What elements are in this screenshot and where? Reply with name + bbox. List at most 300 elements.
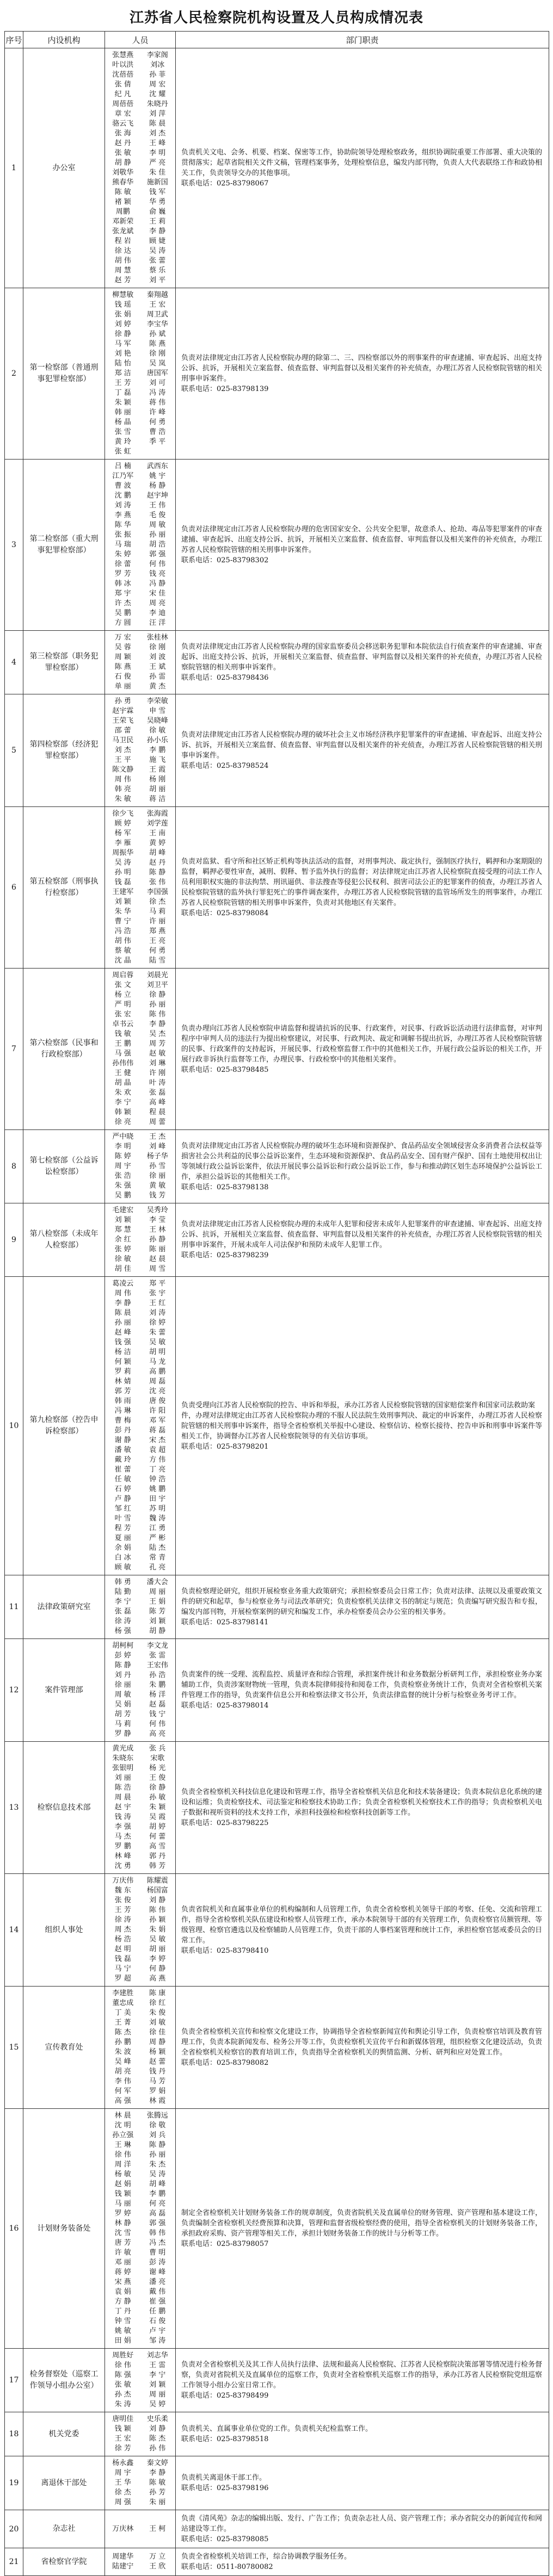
person-name: 徐 丽: [114, 1681, 131, 1689]
duty-text: 负责对法律规定由江苏省人民检察院办理的危害国家安全、公共安全犯罪，故意杀人、抢劫、毒品等犯罪案件的审查逮捕、审查起诉、出庭支持公诉、抗诉，开展相关立案监督、侦查监督、审判监督以及相关案件的补充侦查，办理江苏省人民检察院管辖的相关刑事申诉案件。: [181, 525, 543, 554]
person-name: 孙 雷: [149, 673, 166, 681]
person-name: 罗 鹏: [114, 1842, 131, 1851]
person-name: 吴 岚: [149, 359, 166, 368]
person-name: 王 华: [114, 2479, 131, 2487]
person-name: 徐 婷: [149, 1319, 166, 1327]
row-number: 9: [5, 1203, 23, 1277]
duty-text: 负责机关、直属事业单位党的工作。负责机关纪检监察工作。: [181, 2425, 373, 2433]
person-name: 陈 静: [114, 1661, 131, 1669]
people-cell: [105, 1639, 176, 1742]
person-name: 刘冰: [150, 61, 165, 69]
person-name: 周 亮: [149, 599, 166, 607]
person-name: 李 伟: [114, 2077, 131, 2085]
person-name: 张 宏: [114, 1010, 131, 1019]
row-number: 10: [5, 1277, 23, 1575]
person-name: 邵 蕾: [114, 727, 131, 735]
org-name: 第四检察部（经济犯罪检察部）: [23, 694, 105, 807]
table-row: [5, 1987, 549, 2109]
person-name: 田 宇: [149, 1495, 166, 1503]
person-name: 张 俊: [114, 1896, 131, 1904]
person-name: 程 岩: [114, 237, 131, 245]
table-row: [5, 807, 549, 969]
person-name: 王 林: [149, 1226, 166, 1234]
people-list: [106, 2552, 174, 2572]
person-name: 朱晓丹: [146, 100, 168, 108]
person-name: 郭 丹: [149, 1852, 166, 1860]
person-name: 吴 霞: [149, 1813, 166, 1821]
contact-phone: 联系电话：0511-80780082: [181, 2563, 273, 2571]
duty-text: 负责检察理论研究，组织开展检察业务重大政策研究；承担检察委员会日常工作；负责对法律、法规以及重要政策文件的研究和起草，参与检察业务与司法改革研究；负责检察机关法律文书的制定与规范；负责编写研究报告和专报，编发内部刊物，开展检察案例的研究和编发工作，承办检察委员会办公室的相关事务。: [181, 1587, 543, 1616]
person-name: 孙 鹏: [114, 2038, 131, 2046]
table-row: [5, 2109, 549, 2349]
people-cell: [105, 2510, 176, 2548]
person-name: 赵 丹: [114, 139, 131, 147]
person-name: 程 芳: [114, 1524, 131, 1532]
person-name: 胡 明: [149, 1348, 166, 1356]
person-name: 马 龙: [149, 1358, 166, 1366]
person-name: 钱 磊: [114, 1955, 131, 1963]
person-name: 曹 梅: [114, 1417, 131, 1425]
person-name: 周 蕾: [149, 1118, 166, 1126]
person-name: 李 强: [114, 1823, 131, 1831]
people-list: [106, 1132, 174, 1201]
people-cell: [105, 1575, 176, 1639]
duty-text: 负责受理向江苏省人民检察院的控告、申诉和举报，承办江苏省人民检察院管辖的国家赔偿案件和国家司法救助案件，办理对法律规定由江苏省人民检察院办理的不服人民法院生效刑事判决、裁定的申诉案件，办理江苏省人民检察院管辖的相关刑事申诉案件，指导全省检察机关举报中心建设、检察信访、检察长接待、控告申诉和刑事申诉案件等相关工作，协调督办江苏省人民检察院领导的有关信访事项。: [181, 1401, 543, 1441]
person-name: 刘 波: [149, 653, 166, 661]
person-name: 陈 晨: [149, 120, 166, 128]
person-name: 蒋 婷: [114, 2268, 131, 2276]
row-number: 11: [5, 1575, 23, 1639]
table-row: [5, 460, 549, 631]
person-name: 江 勇: [149, 1524, 166, 1532]
person-name: 徐 杰: [114, 2488, 131, 2497]
person-name: 徐 伟: [114, 2361, 131, 2369]
person-name: 唐国军: [146, 369, 168, 377]
person-name: 杨 刚: [149, 775, 166, 784]
people-cell: [105, 2548, 176, 2576]
person-name: 郭 强: [149, 2219, 166, 2227]
person-name: 严 明: [114, 1001, 131, 1009]
person-name: 朱 强: [114, 1182, 131, 1190]
person-name: 徐少飞: [112, 810, 134, 818]
duty-text: 负责案件的统一受理、流程监控、质量评查和综合管理，承担案件统计和业务数据分析研判工作，承担检察业务办案辅助工作，负责涉案财物统一管理，负责本院律师接待和阅卷工作，负责检察业务统计工作，负责对全省检察机关案件管理工作的指导，负责案件信息公开和检察法律文书公开，负责法律监督的统计分析与检察业务考评工作。: [181, 1671, 543, 1699]
org-name: 机关党委: [23, 2412, 105, 2456]
person-name: 陈 晨: [114, 1309, 131, 1317]
duty-cell: [176, 2109, 549, 2349]
person-name: 徐 丽: [149, 1172, 166, 1180]
person-name: 杨子华: [146, 1152, 168, 1160]
person-name: 马 莉: [149, 908, 166, 916]
person-name: 林 婧: [114, 1377, 131, 1386]
person-name: 胡柯柯: [112, 1642, 134, 1650]
person-name: 刘 平: [149, 276, 166, 284]
person-name: 蒋 磊: [149, 1426, 166, 1435]
person-name: 田 娟: [114, 2337, 131, 2345]
person-name: 李 宁: [114, 1098, 131, 1107]
person-name: 韩 芳: [149, 1862, 166, 1870]
row-number: 3: [5, 460, 23, 631]
person-name: 谢 峰: [149, 2268, 166, 2276]
people-cell: [105, 631, 176, 694]
row-number: 20: [5, 2510, 23, 2548]
duty-cell: [176, 631, 549, 694]
person-name: 曹 明: [149, 2249, 166, 2257]
person-name: 钱 军: [149, 188, 166, 196]
person-name: 罗 超: [114, 1975, 131, 1983]
person-name: 陈 康: [149, 1989, 166, 1997]
person-name: 秦翔越: [146, 291, 168, 299]
person-name: 罗 静: [114, 1730, 131, 1738]
person-name: 赵 峰: [114, 1329, 131, 1337]
table-row: [5, 631, 549, 694]
person-name: 王建军: [112, 888, 134, 896]
person-name: 陈 强: [114, 2371, 131, 2379]
page-title: 江苏省人民检察院机构设置及人员构成情况表: [129, 10, 423, 26]
person-name: 胡 亮: [114, 2068, 131, 2076]
org-name: 第七检察部（公益诉讼检察部）: [23, 1130, 105, 1203]
person-name: 刘 琳: [149, 1059, 166, 1067]
table-row: [5, 1203, 549, 1277]
person-name: 李 燕: [114, 511, 131, 519]
table-row: [5, 1874, 549, 1987]
person-name: 陈 浩: [114, 1784, 131, 1792]
org-name: 检察信息技术部: [23, 1742, 105, 1874]
person-name: 唐 芳: [114, 2239, 131, 2247]
person-name: 顾 婷: [114, 820, 131, 828]
person-name: 张 海: [114, 129, 131, 138]
person-name: 柳慧敏: [112, 291, 134, 299]
duty-cell: [176, 460, 549, 631]
person-name: 张 浩: [114, 1172, 131, 1180]
person-name: 吴晓峰: [146, 717, 168, 725]
person-name: 徐 刚: [149, 643, 166, 651]
person-name: 孙 颖: [149, 1916, 166, 1924]
people-list: [106, 462, 174, 628]
person-name: 何 静: [149, 1965, 166, 1973]
org-name: 第一检察部（普通刑事犯罪检察部）: [23, 288, 105, 460]
person-name: 武西东: [146, 462, 168, 470]
person-name: 周 慧: [114, 266, 131, 275]
person-name: 朱 佳: [149, 169, 166, 177]
person-name: 何 伟: [149, 560, 166, 568]
duty-cell: [176, 1277, 549, 1575]
person-name: 章 宏: [114, 110, 131, 118]
row-number: 13: [5, 1742, 23, 1874]
duty-text: 负责机关离退休干部工作。: [181, 2474, 267, 2482]
person-name: 王 芳: [114, 1906, 131, 1914]
person-name: 韩 亮: [114, 785, 131, 793]
table-row: [5, 1742, 549, 1874]
person-name: 袁 超: [149, 1446, 166, 1454]
person-name: 周 敏: [114, 1691, 131, 1699]
person-name: 朱 娟: [149, 1926, 166, 1934]
person-name: 徐 涛: [114, 1916, 131, 1924]
person-name: 孙 丽: [149, 531, 166, 539]
person-name: 马 莉: [114, 1720, 131, 1728]
people-list: [106, 1279, 174, 1573]
person-name: 吴 蓉: [114, 643, 131, 651]
person-name: 林 静: [114, 2219, 131, 2227]
table-row: [5, 288, 549, 460]
person-name: 赵 丹: [149, 859, 166, 867]
table-row: [5, 48, 549, 288]
person-name: 王 斌: [149, 663, 166, 671]
person-name: 周建华: [112, 2553, 134, 2561]
duty-cell: [176, 2510, 549, 2548]
person-name: 沈蓓蓓: [112, 71, 134, 79]
person-name: 孙 静: [149, 1236, 166, 1244]
person-name: 马 军: [114, 340, 131, 348]
person-name: 刘 杰: [114, 746, 131, 754]
person-name: 王 娟: [149, 1598, 166, 1606]
person-name: 孙 伟: [149, 2444, 166, 2453]
person-name: 赵宇坤: [146, 492, 168, 500]
person-name: 陈 敏: [149, 2479, 166, 2487]
person-name: 宋 佳: [149, 589, 166, 598]
person-name: 姚 敏: [114, 2327, 131, 2335]
duty-cell: [176, 1874, 549, 1987]
person-name: 戴 玲: [114, 1456, 131, 1464]
person-name: 王 俊: [149, 1774, 166, 1782]
person-name: 刘 颖: [114, 1216, 131, 1224]
person-name: 徐 敏: [114, 1255, 131, 1263]
person-name: 林 峰: [114, 1852, 131, 1860]
people-cell: [105, 1277, 176, 1575]
table-body: [5, 48, 549, 2576]
header-duty: 部门职责: [176, 32, 549, 48]
person-name: 李 静: [149, 227, 166, 235]
person-name: 孙 明: [114, 868, 131, 877]
person-name: 严中晓: [112, 1133, 134, 1141]
person-name: 刘 静: [149, 1896, 166, 1904]
person-name: 周 静: [149, 2038, 166, 2046]
people-list: [106, 2414, 174, 2454]
duty-cell: [176, 2548, 549, 2576]
person-name: 周 伟: [114, 1289, 131, 1298]
contact-phone: 联系电话：025-83798436: [181, 674, 269, 682]
contact-phone: 联系电话：025-83798518: [181, 2435, 269, 2443]
person-name: 高 磊: [149, 2209, 166, 2218]
people-list: [106, 1744, 174, 1871]
person-name: 李 明: [114, 1143, 131, 1151]
person-name: 刘 婷: [114, 320, 131, 328]
person-name: 马 丽: [114, 2200, 131, 2208]
person-name: 许 敏: [114, 2249, 131, 2257]
person-name: 张慧燕: [112, 51, 134, 59]
org-name: 检务督察处（巡察工作领导小组办公室）: [23, 2349, 105, 2412]
person-name: 钱 宁: [149, 1710, 166, 1718]
duty-cell: [176, 1742, 549, 1874]
person-name: 高 峰: [149, 1098, 166, 1107]
person-name: 崔 蕾: [114, 1466, 131, 1474]
person-name: 张 雷: [149, 1652, 166, 1660]
person-name: 李 雁: [114, 839, 131, 847]
person-name: 陈 芳: [149, 1607, 166, 1616]
person-name: 张 倩: [114, 80, 131, 89]
duty-text: 负责全省检察机关培训工作，综合协调教学服务任务。: [181, 2553, 352, 2561]
person-name: 王 芳: [114, 379, 131, 387]
person-name: 赵宇霖: [112, 707, 134, 715]
person-name: 宋 杰: [149, 1436, 166, 1444]
person-name: 余 娟: [114, 1544, 131, 1552]
person-name: 刘 颖: [149, 1617, 166, 1625]
person-name: 施 飞: [149, 756, 166, 764]
person-name: 钟 浩: [149, 1475, 166, 1483]
person-name: 孙伟伟: [112, 1059, 134, 1067]
people-list: [106, 1206, 174, 1274]
person-name: 周 杰: [114, 1926, 131, 1934]
person-name: 陈 静: [149, 2141, 166, 2149]
person-name: 邓 丽: [114, 2258, 131, 2267]
person-name: 王 欣: [149, 2562, 166, 2571]
person-name: 朱 涛: [114, 2400, 131, 2409]
person-name: 潘大会: [146, 1578, 168, 1586]
person-name: 方 静: [114, 2298, 131, 2306]
person-name: 张 伟: [149, 878, 166, 886]
person-name: 冯 琳: [114, 1407, 131, 1415]
person-name: 杨 敏: [114, 2170, 131, 2178]
people-cell: [105, 807, 176, 969]
person-name: 陈 燕: [114, 663, 131, 671]
people-list: [106, 1989, 174, 2106]
person-name: 汪 洋: [149, 619, 166, 627]
person-name: 单 丽: [114, 682, 131, 691]
person-name: 卢 静: [114, 1495, 131, 1503]
person-name: 蔡 乐: [149, 266, 166, 275]
person-name: 林 霞: [149, 2097, 166, 2105]
row-number: 6: [5, 807, 23, 969]
person-name: 李 静: [149, 1020, 166, 1028]
person-name: 周 颖: [114, 653, 131, 661]
person-name: 黄 敏: [149, 1182, 166, 1190]
person-name: 吴 涛: [149, 247, 166, 255]
person-name: 胡 伟: [114, 937, 131, 945]
org-name: 第三检察部（职务犯罪检察部）: [23, 631, 105, 694]
people-cell: [105, 1203, 176, 1277]
person-name: 姚 鹏: [149, 1485, 166, 1493]
person-name: 吴 敏: [149, 1338, 166, 1346]
table-row: [5, 2412, 549, 2456]
person-name: 胡 晶: [114, 1079, 131, 1087]
person-name: 蔡 敏: [114, 947, 131, 955]
person-name: 赵 敏: [149, 1050, 166, 1058]
person-name: 赵 宇: [114, 1803, 131, 1811]
person-name: 罗 莉: [114, 1368, 131, 1376]
person-name: 沈 晶: [114, 957, 131, 965]
person-name: 骆云飞: [112, 120, 134, 128]
person-name: 徐 涛: [114, 1617, 131, 1625]
person-name: 孙 丽: [114, 1319, 131, 1327]
person-name: 徐 芳: [114, 2444, 131, 2453]
person-name: 张 敏: [114, 2381, 131, 2389]
person-name: 万 宏: [114, 634, 131, 642]
person-name: 张银明: [112, 1764, 134, 1772]
person-name: 王 霞: [149, 766, 166, 774]
duty-text: 负责办理向江苏省人民检察院申请监督和提请抗诉的民事、行政案件，对民事、行政诉讼活动进行法律监督，对审判程序中审判人员的违法行为提出检察建议，对民事、行政判决、裁定和调解书提出抗诉，办理江苏省人民检察院管辖的民事、行政案件的支持起诉，开展民事、行政检察监督工作中的其他相关工作，开展行政公益诉讼的相关工作，开展行政非诉执行监督等工作，办理民事、行政检察中的其他相关案件。: [181, 1024, 543, 1064]
person-name: 潘 敏: [114, 1446, 131, 1454]
person-name: 王 南: [149, 829, 166, 837]
person-name: 杨 颖: [149, 2048, 166, 2056]
person-name: 刘敬华: [112, 169, 134, 177]
row-number: 1: [5, 48, 23, 288]
person-name: 王宏伟: [146, 1661, 168, 1669]
org-name: 第九检察部（控告申诉检察部）: [23, 1277, 105, 1575]
person-name: 吴 涛: [149, 2170, 166, 2178]
person-name: 张 振: [114, 531, 131, 539]
row-number: 5: [5, 694, 23, 807]
person-name: 胡 芳: [114, 1710, 131, 1718]
row-number: 15: [5, 1987, 23, 2109]
person-name: 徐 静: [114, 330, 131, 338]
duty-cell: [176, 1130, 549, 1203]
person-name: 钱 磊: [114, 878, 131, 886]
person-name: 杨 洋: [149, 1691, 166, 1699]
person-name: 陈 敏: [114, 188, 131, 196]
person-name: 万庆林: [112, 2524, 134, 2533]
person-name: 王 莉: [149, 218, 166, 226]
duty-text: 负责全省检察机关科技信息化建设和管理工作，指导全省检察机关信息化和技术装备建设；负责本院信息化系统的建设和运维；负责检察技术、司法鉴定和检察技术协助工作；负责全省检察机关检察技术工作的指导；负责检察机关电子数据和视听资料的技术支持工作，承担科技强检和检察科技创新等工作。: [181, 1788, 543, 1817]
person-name: 许 阳: [149, 1407, 166, 1415]
org-name: 杂志社: [23, 2510, 105, 2548]
person-name: 卢 宇: [149, 2327, 166, 2335]
person-name: 丁 丹: [114, 2307, 131, 2316]
person-name: 李 宁: [149, 2371, 166, 2379]
person-name: 王 平: [114, 756, 131, 764]
person-name: 周 洋: [114, 2161, 131, 2169]
duty-text: 制定全省检察机关计划财务装备工作的规章制度，负责省院机关及直属单位的财务管理、资产管理和基本建设工作，负责编制全省检察机关经费预算和决算，管理和监督省级检察经费的使用，指导全省检察机关的计划财务装备工作，承担政府采购、资产管理等相关工作，承担计划财务装备工作的统计与分析等工作。: [181, 2209, 543, 2238]
person-name: 许 刚: [149, 1069, 166, 1077]
person-name: 杨 静: [149, 482, 166, 490]
person-name: 周胜好: [112, 2351, 134, 2360]
people-cell: [105, 694, 176, 807]
person-name: 曹 波: [114, 482, 131, 490]
duty-text: 负责机关文电、会务、机要、档案、保密等工作，协助院领导处理检察政务，组织协调院重要工作部署、重大决策的贯彻落实；起草省院相关文件文稿，管理档案事务，处理检察信息，编发内部刊物，负责人大代表联络工作和政协相关工作，负责领导交办的其他事项。: [181, 148, 543, 177]
person-name: 崔 强: [149, 2298, 166, 2306]
person-name: 马 宁: [114, 1965, 131, 1973]
person-name: 王 杰: [149, 1133, 166, 1141]
person-name: 孙 丽: [149, 2151, 166, 2159]
person-name: 吴 鹏: [114, 1191, 131, 1200]
person-name: 吴秀玲: [146, 1206, 168, 1214]
person-name: 王 亮: [149, 937, 166, 945]
person-name: 周 雪: [149, 1265, 166, 1273]
person-name: 石 俊: [149, 2317, 166, 2325]
person-name: 杨 晶: [114, 418, 131, 426]
person-name: 钱 敏: [114, 1030, 131, 1038]
person-name: 张 蕾: [149, 257, 166, 265]
person-name: 刘卫平: [146, 981, 168, 989]
person-name: 韩 颖: [114, 1108, 131, 1116]
person-name: 袁 娟: [114, 2288, 131, 2296]
person-name: 何 勇: [149, 418, 166, 426]
duty-text: 负责对监狱、看守所和社区矫正机构等执法活动的监督，对刑事判决、裁定执行，强制医疗执行，羁押和办案期限的监督，羁押必要性审查，减刑、假释、暂予监外执行的监督；对法律规定由江苏省人民检察院直接受理的司法工作人员利用职权实施的非法拘禁、刑讯逼供、非法搜查等侵犯公民权利、损害司法公正的犯罪案件的侦查，办理江苏省人民检察院管辖的监外执行罪犯死亡的事件调查案件，办理江苏省人民检察院管辖的监管场所发生的刑事案件，办理江苏省人民检察院管辖的相关刑事申诉案件，负责对其他地区有关案件。: [181, 858, 543, 907]
org-name: 组织人事处: [23, 1874, 105, 1987]
people-cell: [105, 2109, 176, 2349]
person-name: 刘 丽: [114, 1774, 131, 1782]
person-name: 陈耀震: [146, 1877, 168, 1885]
people-list: [106, 633, 174, 692]
person-name: 刘 兵: [149, 2131, 166, 2139]
person-name: 朱 婷: [114, 550, 131, 558]
person-name: 孙 菲: [149, 71, 166, 79]
person-name: 郭 芳: [114, 1387, 131, 1395]
people-cell: [105, 460, 176, 631]
org-name: 第八检察部（未成年人检察部）: [23, 1203, 105, 1277]
person-name: 刘 艳: [114, 350, 131, 358]
org-name: 第二检察部（重大刑事犯罪检察部）: [23, 460, 105, 631]
person-name: 韩 丽: [114, 408, 131, 417]
person-name: 赵 明: [114, 1945, 131, 1953]
